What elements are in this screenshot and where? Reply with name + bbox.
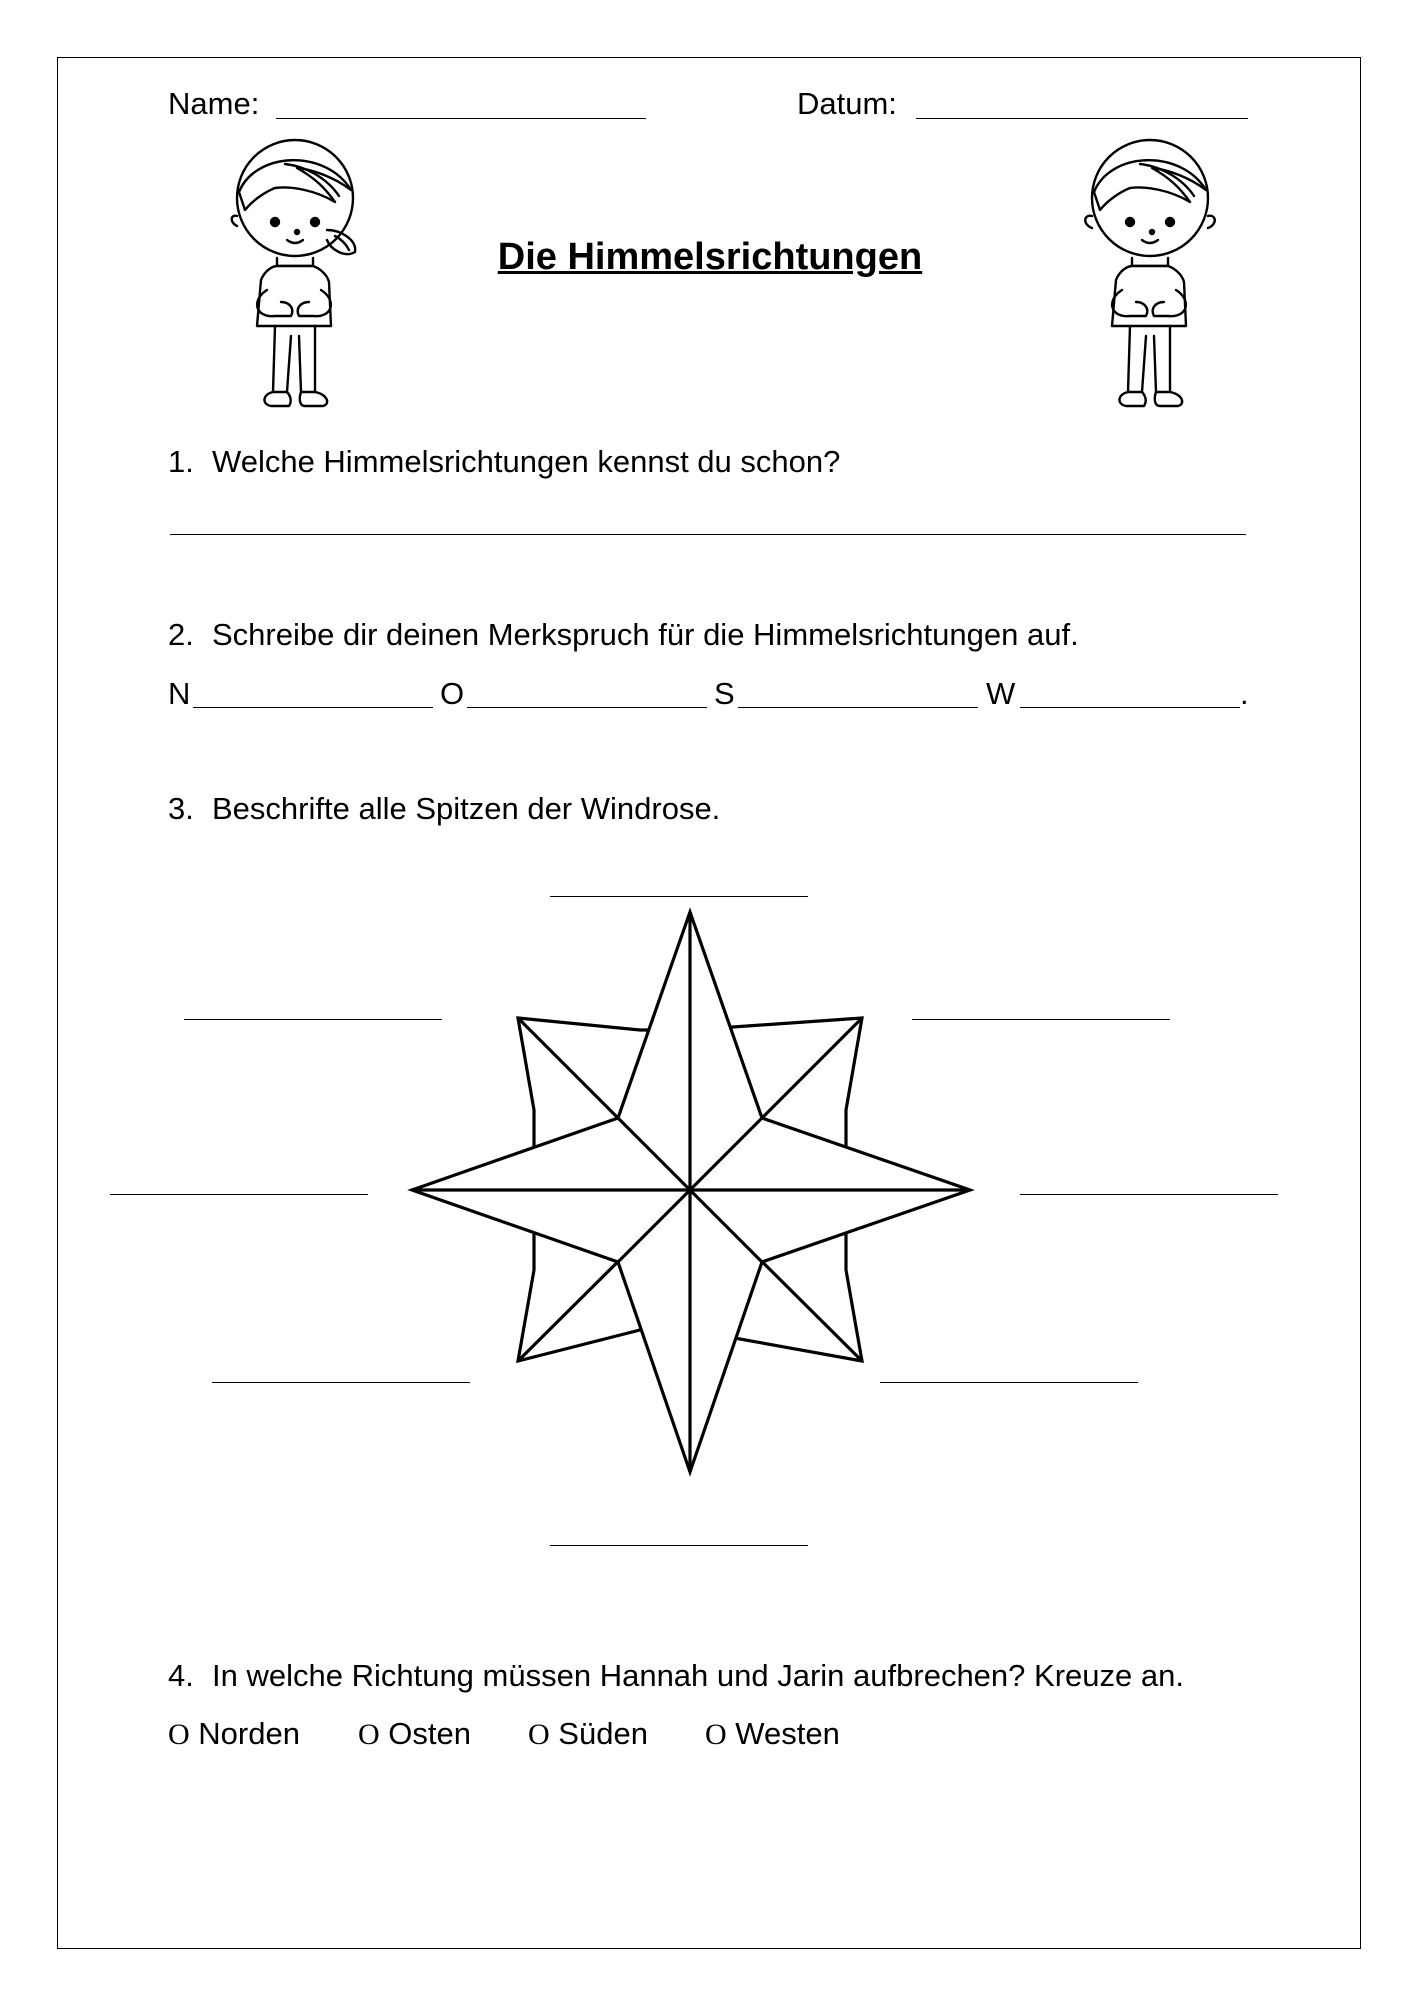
- question-4-number: 4.: [168, 1658, 194, 1693]
- date-label: Datum:: [797, 86, 897, 121]
- question-1-text: Welche Himmelsrichtungen kennst du schon?: [212, 444, 841, 479]
- question-3-number: 3.: [168, 791, 194, 826]
- question-4-text: In welche Richtung müssen Hannah und Jarin aufbrechen? Kreuze an.: [212, 1658, 1184, 1693]
- option-label: Süden: [558, 1716, 648, 1751]
- option-norden[interactable]: [168, 1716, 300, 1753]
- option-label: Westen: [735, 1716, 840, 1751]
- option-westen[interactable]: [705, 1716, 840, 1753]
- question-1-number: 1.: [168, 444, 194, 479]
- mnemonic-end: .: [1240, 676, 1249, 711]
- checkbox-mark[interactable]: O: [168, 1718, 190, 1751]
- mnemonic-letter-s: S: [714, 676, 735, 711]
- checkbox-mark[interactable]: O: [705, 1718, 727, 1751]
- mnemonic-letter-n: N: [168, 676, 191, 711]
- option-osten[interactable]: [358, 1716, 471, 1753]
- option-sueden[interactable]: [528, 1716, 648, 1753]
- page-title: Die Himmelsrichtungen: [497, 236, 923, 278]
- question-2-text: Schreibe dir deinen Merkspruch für die Himmelsrichtungen auf.: [212, 617, 1079, 652]
- checkbox-mark[interactable]: O: [358, 1718, 380, 1751]
- question-3-text: Beschrifte alle Spitzen der Windrose.: [212, 791, 721, 826]
- question-2-number: 2.: [168, 617, 194, 652]
- checkbox-mark[interactable]: O: [528, 1718, 550, 1751]
- name-label: Name:: [168, 86, 260, 121]
- mnemonic-letter-w: W: [986, 676, 1016, 711]
- mnemonic-letter-o: O: [440, 676, 465, 711]
- option-label: Norden: [198, 1716, 300, 1751]
- option-label: Osten: [388, 1716, 472, 1751]
